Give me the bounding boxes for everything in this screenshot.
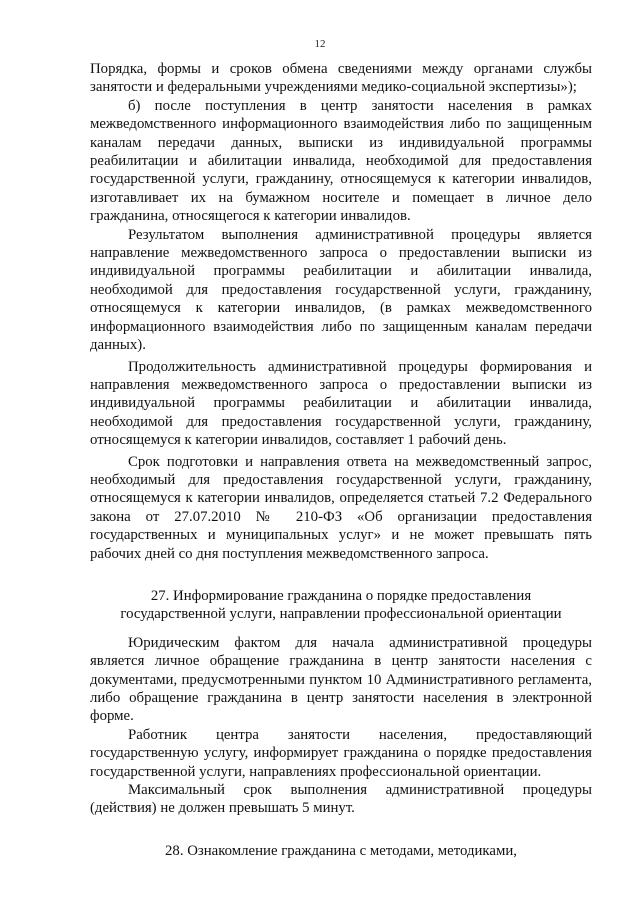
paragraph: б) после поступления в центр занятости населения в рамках межведомственного информационного взаимодействия либо по защищенным каналам передачи данных, выписки из индивидуальной программы реабилитации и абилитации инвалида, необходимой для предоставления государственной услуги, гражданину, относящемуся к категории инвалидов, изготавливает их на бумажном носителе и помещает в личное дело гражданина, относящегося к категории инвалидов. (90, 97, 592, 225)
page-number: 12 (314, 38, 326, 50)
paragraph: Результатом выполнения административной процедуры является направление межведомственного запроса о предоставлении выписки из индивидуальной программы реабилитации и абилитации инвалида, необходимой для предоставления государственной услуги, гражданину, относящемуся к категории инвалидов, (в рамках межведомственного информационного взаимодействия либо по защищенным каналам передачи данных). (90, 226, 592, 354)
paragraph: Работник центра занятости населения, предоставляющий государственную услугу, информирует гражданина о порядке предоставления государственной услуги, направлениях профессиональной ориентации. (90, 726, 592, 780)
paragraph: Порядка, формы и сроков обмена сведениями между органами службы занятости и федеральными учреждениями медико-социальной экспертизы»); (90, 61, 592, 96)
section-heading-28: 28. Ознакомление гражданина с методами, методиками, (165, 842, 517, 859)
paragraph: Юридическим фактом для начала административной процедуры является личное обращение гражданина в центр занятости населения с документами, предусмотренными пунктом 10 Административного регламента, либо обращение гражданина в центр занятости населения в электронной форме. (90, 634, 592, 725)
section-heading-27: 27. Информирование гражданина о порядке предоставления государственной услуги, направлении профессиональной ориентации (120, 587, 562, 623)
paragraph: Максимальный срок выполнения административной процедуры (действия) не должен превышать 5 минут. (90, 782, 592, 817)
document-body (90, 60, 592, 870)
paragraph: Срок подготовки и направления ответа на межведомственный запрос, необходимый для предоставления государственной услуги, гражданину, относящемуся к категории инвалидов, определяется статьей 7.2 Федерального закона от 27.07.2010 № 210-ФЗ «Об организации предоставления государственных и муниципальных услуг» и не может превышать пять рабочих дней со дня поступления межведомственного запроса. (90, 453, 592, 562)
paragraph: Продолжительность административной процедуры формирования и направления межведомственного запроса о предоставлении выписки из индивидуальной программы реабилитации и абилитации инвалида, необходимой для предоставления государственной услуги, гражданину, относящемуся к категории инвалидов, составляет 1 рабочий день. (90, 358, 592, 449)
